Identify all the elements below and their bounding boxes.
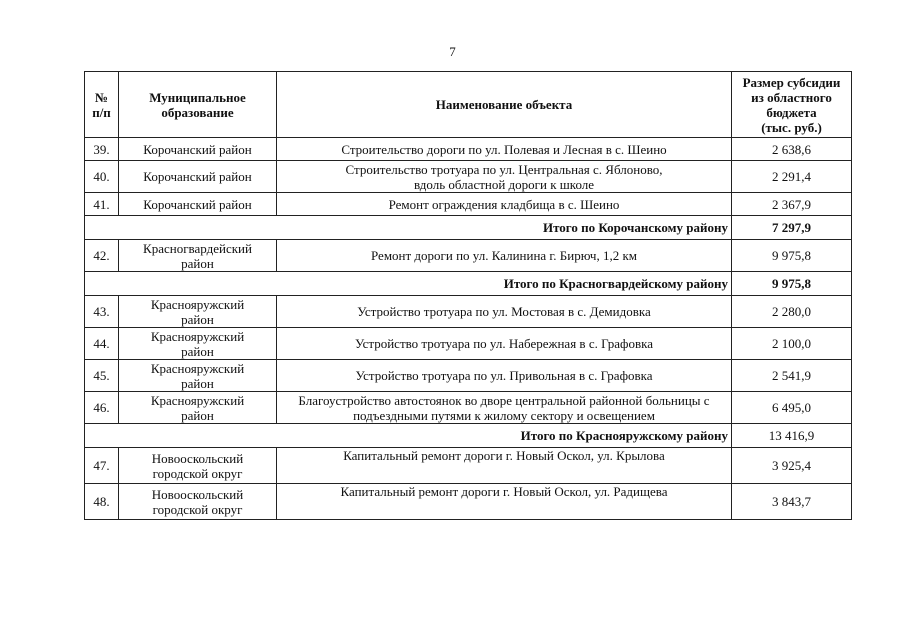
total-row xyxy=(85,424,852,448)
row-object: Устройство тротуара по ул. Привольная в с. Графовка xyxy=(277,360,732,392)
header-amount: Размер субсидии из областного бюджета (тыс. руб.) xyxy=(732,72,852,138)
row-object: Устройство тротуара по ул. Набережная в с. Графовка xyxy=(277,328,732,360)
row-object: Устройство тротуара по ул. Мостовая в с. Демидовка xyxy=(277,296,732,328)
row-num: 47. xyxy=(85,448,119,484)
row-num: 42. xyxy=(85,240,119,272)
row-amount: 2 280,0 xyxy=(732,296,852,328)
table-row xyxy=(85,296,852,328)
row-num: 48. xyxy=(85,484,119,520)
row-amount: 2 100,0 xyxy=(732,328,852,360)
total-label: Итого по Корочанскому району xyxy=(85,216,732,240)
row-amount: 2 541,9 xyxy=(732,360,852,392)
row-amount: 3 925,4 xyxy=(732,448,852,484)
subsidy-table xyxy=(84,71,852,520)
row-amount: 6 495,0 xyxy=(732,392,852,424)
row-municipality: Краснояружский район xyxy=(119,296,277,328)
table-row xyxy=(85,448,852,484)
table-row xyxy=(85,240,852,272)
row-num: 46. xyxy=(85,392,119,424)
table-row xyxy=(85,360,852,392)
row-amount: 9 975,8 xyxy=(732,240,852,272)
page-number: 7 xyxy=(449,44,456,59)
total-amount: 9 975,8 xyxy=(732,272,852,296)
header-object: Наименование объекта xyxy=(277,72,732,138)
row-municipality: Корочанский район xyxy=(119,161,277,193)
row-municipality: Красногвардейский район xyxy=(119,240,277,272)
total-row xyxy=(85,272,852,296)
row-object: Ремонт ограждения кладбища в с. Шеино xyxy=(277,193,732,216)
total-label: Итого по Краснояружскому району xyxy=(85,424,732,448)
total-amount: 13 416,9 xyxy=(732,424,852,448)
table-row xyxy=(85,161,852,193)
header-num: № п/п xyxy=(85,72,119,138)
total-row xyxy=(85,216,852,240)
total-label: Итого по Красногвардейскому району xyxy=(85,272,732,296)
row-municipality: Корочанский район xyxy=(119,193,277,216)
row-amount: 2 638,6 xyxy=(732,138,852,161)
row-object: Благоустройство автостоянок во дворе центральной районной больницы с подъездными путями к жилому сектору и освещением xyxy=(277,392,732,424)
row-num: 41. xyxy=(85,193,119,216)
row-object: Строительство дороги по ул. Полевая и Лесная в с. Шеино xyxy=(277,138,732,161)
row-object: Строительство тротуара по ул. Центральная с. Яблоново, вдоль областной дороги к школе xyxy=(277,161,732,193)
row-amount: 2 367,9 xyxy=(732,193,852,216)
row-municipality: Новооскольский городской округ xyxy=(119,448,277,484)
row-amount: 2 291,4 xyxy=(732,161,852,193)
total-amount: 7 297,9 xyxy=(732,216,852,240)
row-object: Капитальный ремонт дороги г. Новый Оскол, ул. Крылова xyxy=(277,448,732,484)
row-num: 44. xyxy=(85,328,119,360)
table-row xyxy=(85,193,852,216)
table-row xyxy=(85,392,852,424)
row-num: 39. xyxy=(85,138,119,161)
row-num: 40. xyxy=(85,161,119,193)
row-municipality: Корочанский район xyxy=(119,138,277,161)
header-municipality: Муниципальное образование xyxy=(119,72,277,138)
row-municipality: Краснояружский район xyxy=(119,360,277,392)
row-num: 43. xyxy=(85,296,119,328)
table-row xyxy=(85,138,852,161)
row-municipality: Новооскольский городской округ xyxy=(119,484,277,520)
row-num: 45. xyxy=(85,360,119,392)
row-municipality: Краснояружский район xyxy=(119,328,277,360)
table-row xyxy=(85,484,852,520)
table-row xyxy=(85,328,852,360)
row-object: Ремонт дороги по ул. Калинина г. Бирюч, 1,2 км xyxy=(277,240,732,272)
row-object: Капитальный ремонт дороги г. Новый Оскол, ул. Радищева xyxy=(277,484,732,520)
row-municipality: Краснояружский район xyxy=(119,392,277,424)
row-amount: 3 843,7 xyxy=(732,484,852,520)
table-header-row xyxy=(85,72,852,138)
